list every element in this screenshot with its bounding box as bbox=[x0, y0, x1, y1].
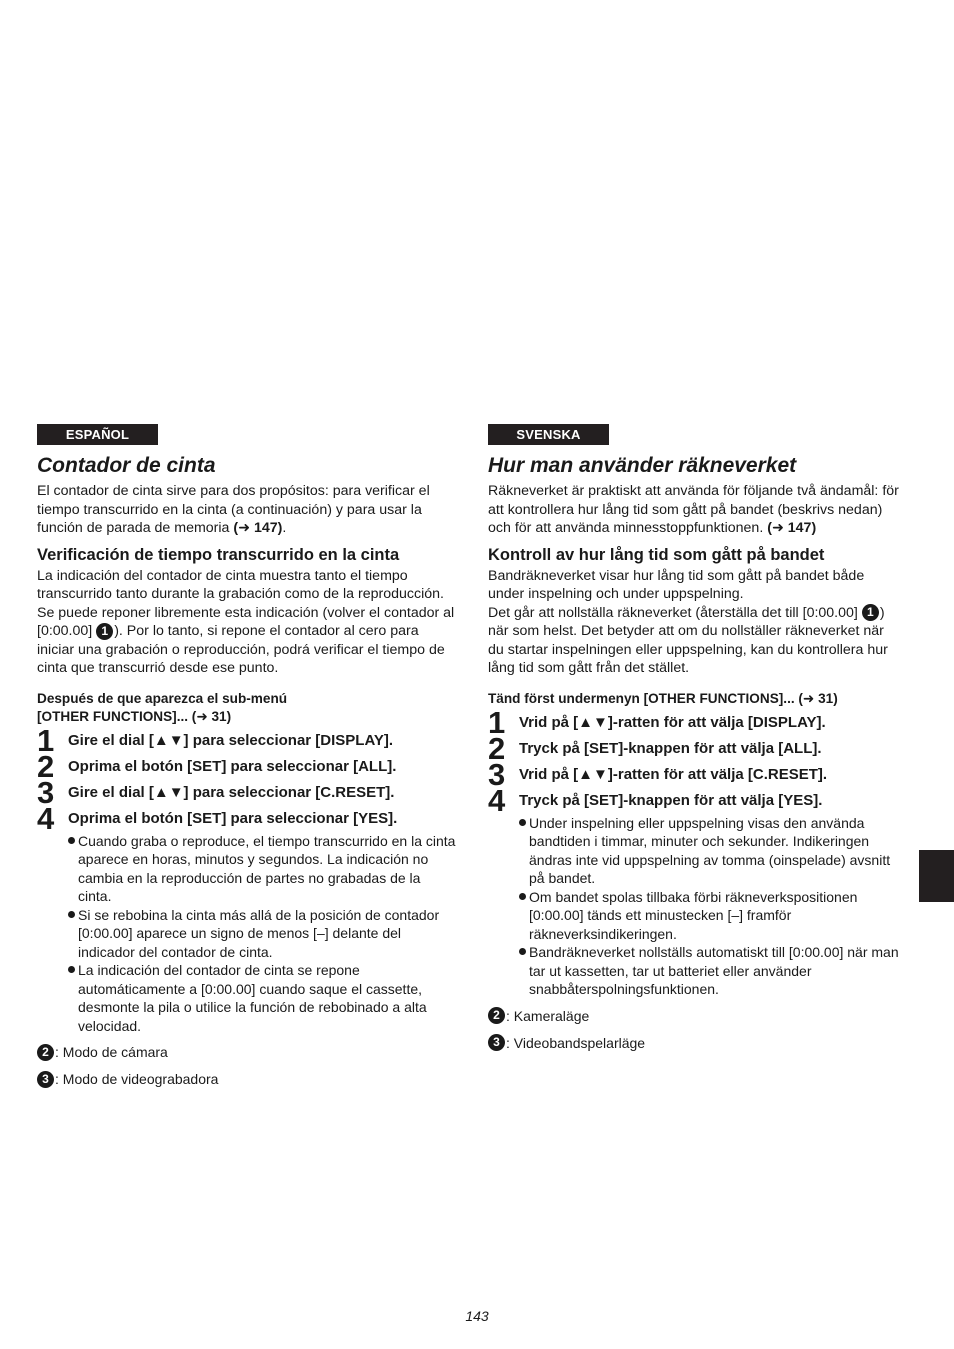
section-title: Hur man använder räkneverket bbox=[488, 454, 797, 477]
language-tag: ESPAÑOL bbox=[37, 424, 158, 445]
step-preamble: Tänd först undermenyn [OTHER FUNCTIONS]... (➜ 31) bbox=[488, 690, 838, 706]
intro-paragraph: El contador de cinta sirve para dos propósitos: para verificar el tiempo transcurrido en la cinta (a continuación) y para usar la función de parada de memoria (➜ 147). bbox=[37, 483, 430, 537]
step-text: Gire el dial [▲▼] para seleccionar [C.RESET]. bbox=[68, 784, 395, 802]
circled-number-icon: 2 bbox=[488, 1007, 505, 1024]
body-paragraph: Se puede reponer libremente esta indicación (volver el contador al [0:00.00] 1 ). Por lo tanto, si repone el contador al cero para iniciar una grabación o reproducción, podrá verificar el tiempo de cinta que transcurrió desde ese punto. bbox=[37, 604, 455, 677]
mode-legend: 3 : Videobandspelarläge bbox=[488, 1034, 902, 1052]
circled-number-icon: 2 bbox=[37, 1044, 54, 1061]
step-item bbox=[37, 774, 457, 810]
page-reference: (➜ 147) bbox=[233, 520, 283, 537]
note-item: Si se rebobina la cinta más allá de la posición de contador [0:00.00] aparece un signo de menos [–] delante del indicador del contador de cinta. bbox=[68, 906, 457, 962]
step-number: 1 bbox=[37, 722, 54, 758]
bullet-icon bbox=[68, 906, 78, 962]
step-item bbox=[488, 730, 902, 766]
bullet-icon bbox=[68, 832, 78, 906]
step-text: Tryck på [SET]-knappen för att välja [YES]. bbox=[519, 792, 823, 810]
step-text: Vrid på [▲▼]-ratten för att välja [DISPLAY]. bbox=[519, 714, 826, 732]
subheading: Kontroll av hur lång tid som gått på bandet bbox=[488, 545, 825, 564]
step-item bbox=[37, 722, 457, 758]
body-paragraph: La indicación del contador de cinta muestra tanto el tiempo transcurrido tanto durante la grabación como de la reproducción. bbox=[37, 567, 444, 603]
step-number: 3 bbox=[488, 756, 505, 792]
bullet-icon bbox=[519, 814, 529, 888]
body-paragraph: Det går att nollställa räkneverket (återställa det till [0:00.00] 1 ) när som helst. Det betyder att om du nollställer räkneverket när du startar inspelningen eller uppspelning, kan du kontrollera hur lång tid som gått från det stället. bbox=[488, 604, 888, 677]
step-number: 2 bbox=[37, 748, 54, 784]
step-list bbox=[488, 704, 902, 818]
bullet-icon bbox=[519, 943, 529, 999]
note-item: Cuando graba o reproduce, el tiempo transcurrido en la cinta aparece en horas, minutos y segundos. La indicación no cambia en la reproducción de partes no grabadas de la cinta. bbox=[68, 832, 457, 906]
step-item bbox=[488, 782, 902, 818]
step-item bbox=[488, 704, 902, 740]
circled-number-icon: 1 bbox=[862, 604, 879, 621]
bullet-icon bbox=[68, 961, 78, 1035]
step-text: Gire el dial [▲▼] para seleccionar [DISPLAY]. bbox=[68, 732, 394, 750]
section-edge-tab bbox=[919, 850, 954, 902]
step-number: 3 bbox=[37, 774, 54, 810]
circled-number-icon: 3 bbox=[37, 1071, 54, 1088]
bullet-icon bbox=[519, 888, 529, 944]
body-paragraph: Bandräkneverket visar hur lång tid som gått på bandet både under inspelning och under uppspelning. bbox=[488, 567, 865, 603]
note-item: La indicación del contador de cinta se repone automáticamente a [0:00.00] cuando saque el cassette, desmonte la pila o utilice la función de rebobinado a alta velocidad. bbox=[68, 961, 457, 1035]
note-list bbox=[68, 832, 457, 1036]
page-number: 143 bbox=[465, 1308, 489, 1324]
note-item: Om bandet spolas tillbaka förbi räkneverkspositionen [0:00.00] tänds ett minustecken [–] framför räkneverksindikeringen. bbox=[519, 888, 902, 944]
subheading: Verificación de tiempo transcurrido en la cinta bbox=[37, 545, 400, 564]
mode-legend: 2 : Modo de cámara bbox=[37, 1043, 457, 1061]
mode-legend: 2 : Kameraläge bbox=[488, 1007, 902, 1025]
note-item: Under inspelning eller uppspelning visas den använda bandtiden i timmar, minuter och sekunder. Indikeringen ändras inte vid uppspelning av tomma (oinspelade) avsnitt på bandet. bbox=[519, 814, 902, 888]
step-item bbox=[37, 748, 457, 784]
step-number: 1 bbox=[488, 704, 505, 740]
note-list bbox=[519, 814, 902, 999]
step-number: 2 bbox=[488, 730, 505, 766]
step-list bbox=[37, 722, 457, 836]
step-preamble: Después de que aparezca el sub-menú [OTHER FUNCTIONS]... (➜ 31) bbox=[37, 690, 288, 724]
step-text: Oprima el botón [SET] para seleccionar [ALL]. bbox=[68, 758, 397, 776]
step-text: Vrid på [▲▼]-ratten för att välja [C.RESET]. bbox=[519, 766, 828, 784]
circled-number-icon: 1 bbox=[96, 623, 113, 640]
section-title: Contador de cinta bbox=[37, 454, 216, 477]
step-text: Tryck på [SET]-knappen för att välja [ALL]. bbox=[519, 740, 822, 758]
swedish-column bbox=[488, 424, 902, 1052]
mode-legend: 3 : Modo de videograbadora bbox=[37, 1070, 457, 1088]
step-item bbox=[37, 800, 457, 836]
step-number: 4 bbox=[488, 782, 505, 818]
note-item: Bandräkneverket nollställs automatiskt till [0:00.00] när man tar ut kassetten, tar ut batteriet eller använder snabbåterspolningsfunktionen. bbox=[519, 943, 902, 999]
step-item bbox=[488, 756, 902, 792]
page-reference: (➜ 147) bbox=[767, 520, 817, 537]
intro-paragraph: Räkneverket är praktiskt att använda för följande två ändamål: för att kontrollera hur lång tid som gått på bandet (beskrivs nedan) och för att använda minnesstoppfunktionen. (➜ 147) bbox=[488, 483, 899, 537]
spanish-column bbox=[37, 424, 457, 1088]
circled-number-icon: 3 bbox=[488, 1034, 505, 1051]
step-text: Oprima el botón [SET] para seleccionar [YES]. bbox=[68, 810, 398, 828]
language-tag: SVENSKA bbox=[488, 424, 609, 445]
step-number: 4 bbox=[37, 800, 54, 836]
